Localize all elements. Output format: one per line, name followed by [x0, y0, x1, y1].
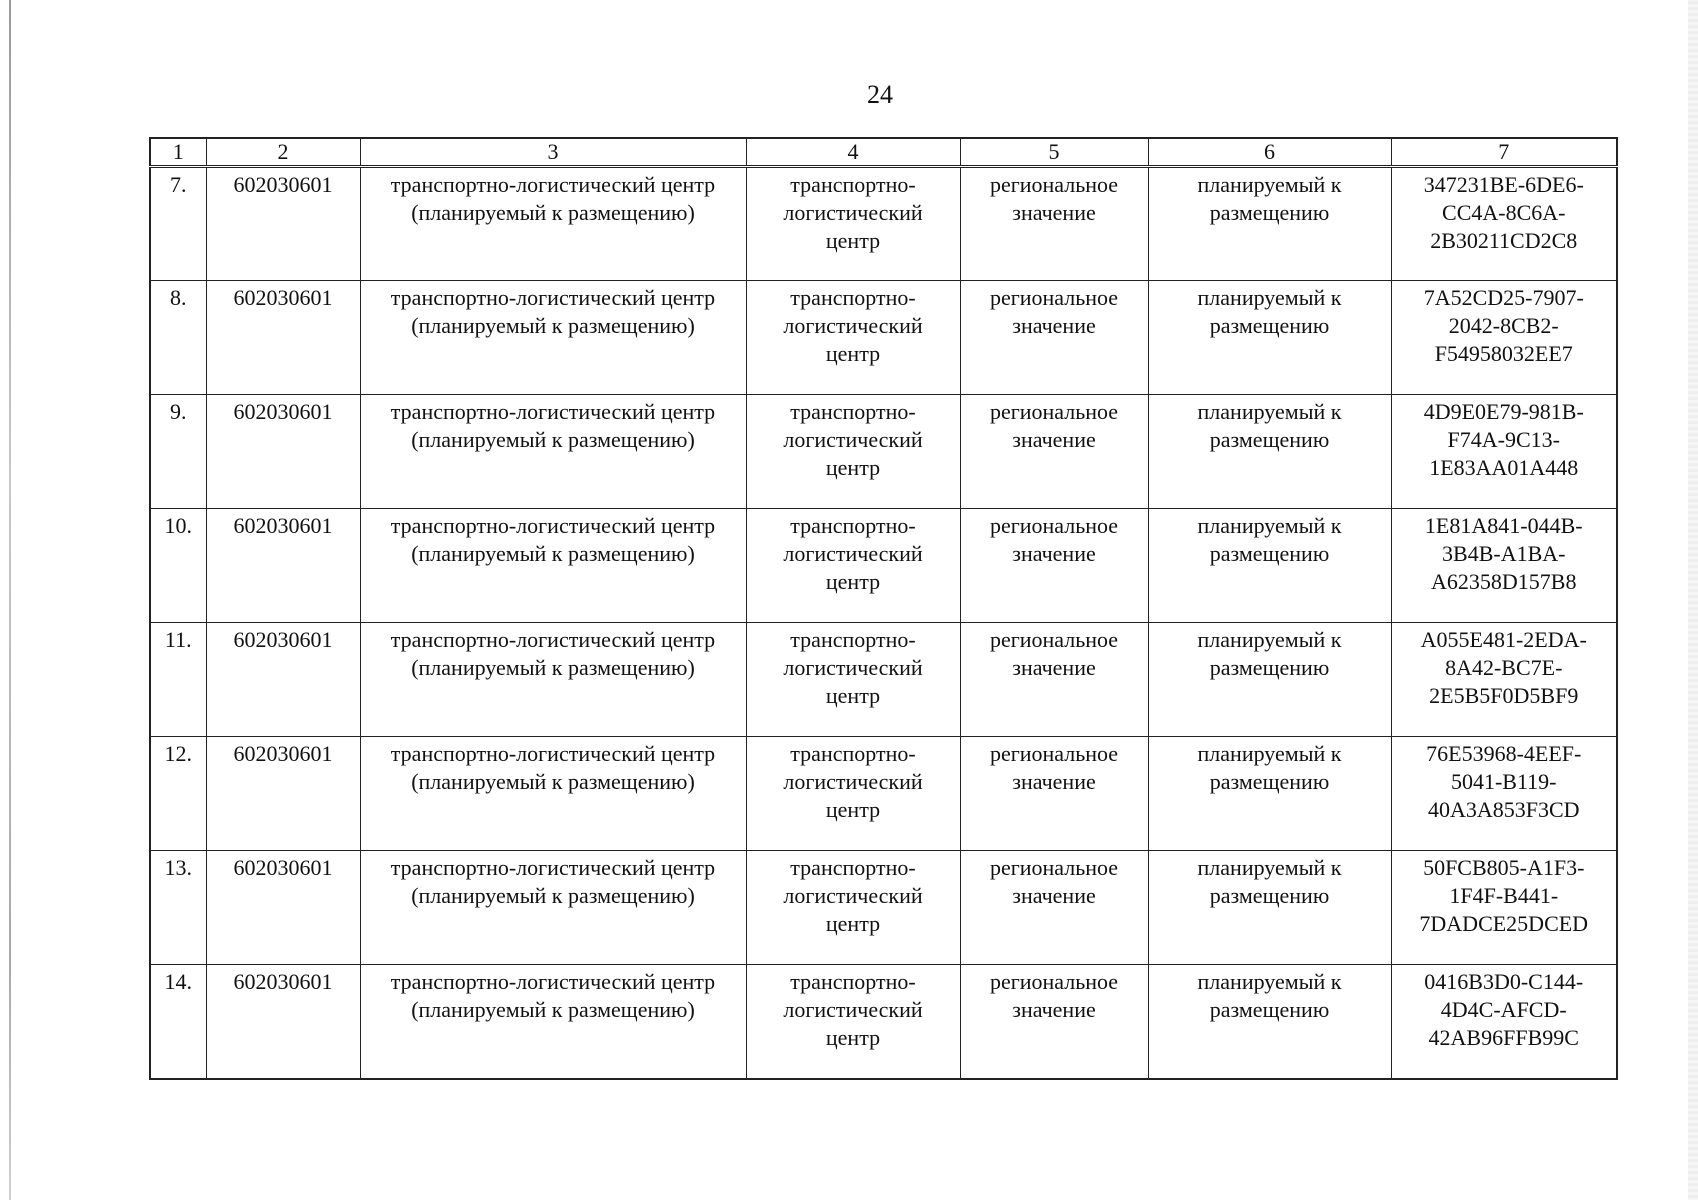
object-id-line: 8A42-BC7E-: [1445, 655, 1563, 680]
table-row: [150, 281, 1617, 395]
object-id-line: 7DADCE25DCED: [1419, 911, 1589, 936]
object-id-line: 40A3A853F3CD: [1427, 797, 1580, 822]
table-row: [150, 395, 1617, 509]
object-significance-cell: [960, 851, 1148, 965]
object-status-line: размещению: [1209, 883, 1330, 908]
object-name-line: транспортно-логистический центр: [390, 855, 716, 880]
column-header: 2: [206, 138, 360, 167]
object-type-cell: [746, 167, 960, 281]
object-type-line: транспортно-: [790, 855, 916, 880]
object-name-line: (планируемый к размещению): [411, 541, 695, 566]
object-status-line: размещению: [1209, 313, 1330, 338]
object-code-cell: 602030601: [206, 965, 360, 1079]
object-name-cell: [360, 965, 746, 1079]
object-type-cell: [746, 395, 960, 509]
object-name-cell: [360, 395, 746, 509]
column-header: 5: [960, 138, 1148, 167]
object-name-line: транспортно-логистический центр: [390, 399, 716, 424]
object-type-line: логистический: [783, 427, 923, 452]
object-type-line: центр: [825, 228, 881, 253]
scan-right-edge: [1688, 0, 1698, 1200]
object-status-line: планируемый к: [1197, 855, 1342, 880]
object-type-cell: [746, 623, 960, 737]
object-significance-line: значение: [1012, 769, 1096, 794]
object-significance-line: региональное: [989, 513, 1119, 538]
object-name-cell: [360, 737, 746, 851]
object-type-line: логистический: [783, 883, 923, 908]
object-type-line: логистический: [783, 655, 923, 680]
object-status-line: размещению: [1209, 200, 1330, 225]
object-code-cell: 602030601: [206, 623, 360, 737]
object-code-cell: 602030601: [206, 509, 360, 623]
page-number: 24: [867, 80, 893, 109]
scan-left-edge: [9, 0, 11, 1200]
object-significance-cell: [960, 623, 1148, 737]
object-code-cell: 602030601: [206, 281, 360, 395]
object-significance-cell: [960, 509, 1148, 623]
object-id-cell: [1391, 851, 1617, 965]
object-significance-line: значение: [1012, 200, 1096, 225]
object-name-line: транспортно-логистический центр: [390, 172, 716, 197]
row-number-cell: 14.: [150, 965, 206, 1079]
row-number-cell: 11.: [150, 623, 206, 737]
object-type-line: центр: [825, 797, 881, 822]
column-header: 7: [1391, 138, 1617, 167]
object-status-line: размещению: [1209, 769, 1330, 794]
object-status-cell: [1148, 167, 1391, 281]
object-type-cell: [746, 737, 960, 851]
object-status-line: размещению: [1209, 655, 1330, 680]
object-name-cell: [360, 281, 746, 395]
row-number-cell: 7.: [150, 167, 206, 281]
object-type-line: транспортно-: [790, 969, 916, 994]
object-status-line: размещению: [1209, 427, 1330, 452]
object-name-line: (планируемый к размещению): [411, 427, 695, 452]
object-type-line: центр: [825, 1025, 881, 1050]
row-number-cell: 9.: [150, 395, 206, 509]
column-header: 1: [150, 138, 206, 167]
object-id-line: 5041-B119-: [1450, 769, 1557, 794]
object-name-cell: [360, 851, 746, 965]
objects-table: [149, 137, 1618, 1080]
object-id-line: 4D4C-AFCD-: [1440, 997, 1567, 1022]
object-type-line: центр: [825, 683, 881, 708]
object-type-line: транспортно-: [790, 399, 916, 424]
object-id-cell: [1391, 623, 1617, 737]
object-type-line: центр: [825, 341, 881, 366]
object-status-cell: [1148, 395, 1391, 509]
object-name-cell: [360, 167, 746, 281]
object-id-line: CC4A-8C6A-: [1442, 200, 1566, 225]
object-name-line: (планируемый к размещению): [411, 313, 695, 338]
object-type-line: транспортно-: [790, 513, 916, 538]
object-type-line: транспортно-: [790, 627, 916, 652]
object-id-line: F74A-9C13-: [1447, 427, 1560, 452]
object-id-line: 347231BE-6DE6-: [1423, 172, 1584, 197]
object-name-cell: [360, 509, 746, 623]
table-row: [150, 851, 1617, 965]
object-status-line: планируемый к: [1197, 285, 1342, 310]
object-type-line: логистический: [783, 313, 923, 338]
object-significance-line: региональное: [989, 969, 1119, 994]
object-status-cell: [1148, 509, 1391, 623]
row-number-cell: 8.: [150, 281, 206, 395]
object-significance-line: значение: [1012, 883, 1096, 908]
object-name-line: транспортно-логистический центр: [390, 285, 716, 310]
object-significance-cell: [960, 965, 1148, 1079]
table-row: [150, 167, 1617, 281]
object-name-line: (планируемый к размещению): [411, 883, 695, 908]
column-number-row: [150, 138, 1617, 167]
object-id-line: 0416B3D0-C144-: [1424, 969, 1584, 994]
object-name-line: транспортно-логистический центр: [390, 969, 716, 994]
object-id-line: 4D9E0E79-981B-: [1423, 399, 1584, 424]
row-number-cell: 12.: [150, 737, 206, 851]
object-significance-line: региональное: [989, 172, 1119, 197]
object-id-line: 2042-8CB2-: [1448, 313, 1559, 338]
object-type-cell: [746, 509, 960, 623]
object-id-line: F54958032EE7: [1434, 341, 1573, 366]
row-number-cell: 13.: [150, 851, 206, 965]
object-id-line: A62358D157B8: [1431, 569, 1577, 594]
object-id-line: 42AB96FFB99C: [1428, 1025, 1579, 1050]
object-status-cell: [1148, 281, 1391, 395]
object-type-line: транспортно-: [790, 285, 916, 310]
row-number-cell: 10.: [150, 509, 206, 623]
object-id-line: 3B4B-A1BA-: [1442, 541, 1566, 566]
column-header: 3: [360, 138, 746, 167]
object-significance-line: значение: [1012, 655, 1096, 680]
object-id-cell: [1391, 167, 1617, 281]
object-type-cell: [746, 965, 960, 1079]
object-significance-line: значение: [1012, 313, 1096, 338]
object-status-cell: [1148, 965, 1391, 1079]
object-status-line: размещению: [1209, 997, 1330, 1022]
object-id-line: 76E53968-4EEF-: [1426, 741, 1582, 766]
column-header: 6: [1148, 138, 1391, 167]
object-type-line: логистический: [783, 541, 923, 566]
object-id-cell: [1391, 509, 1617, 623]
object-significance-line: региональное: [989, 855, 1119, 880]
object-status-cell: [1148, 737, 1391, 851]
object-name-line: транспортно-логистический центр: [390, 741, 716, 766]
object-type-line: логистический: [783, 769, 923, 794]
object-type-cell: [746, 851, 960, 965]
object-status-cell: [1148, 623, 1391, 737]
object-type-line: центр: [825, 911, 881, 936]
object-code-cell: 602030601: [206, 851, 360, 965]
table-body: [150, 167, 1617, 1079]
object-name-line: (планируемый к размещению): [411, 769, 695, 794]
object-significance-line: региональное: [989, 285, 1119, 310]
object-significance-line: региональное: [989, 627, 1119, 652]
object-code-cell: 602030601: [206, 167, 360, 281]
object-id-line: 1E83AA01A448: [1429, 455, 1579, 480]
object-status-line: размещению: [1209, 541, 1330, 566]
object-type-line: центр: [825, 455, 881, 480]
object-id-line: 1E81A841-044B-: [1424, 513, 1583, 538]
object-name-line: (планируемый к размещению): [411, 997, 695, 1022]
object-id-cell: [1391, 395, 1617, 509]
object-id-line: 2B30211CD2C8: [1430, 228, 1578, 253]
object-status-line: планируемый к: [1197, 513, 1342, 538]
object-status-line: планируемый к: [1197, 969, 1342, 994]
object-status-line: планируемый к: [1197, 741, 1342, 766]
object-type-line: транспортно-: [790, 741, 916, 766]
object-status-line: планируемый к: [1197, 172, 1342, 197]
object-significance-cell: [960, 737, 1148, 851]
object-significance-line: значение: [1012, 541, 1096, 566]
object-name-line: (планируемый к размещению): [411, 200, 695, 225]
object-id-line: 2E5B5F0D5BF9: [1429, 683, 1579, 708]
object-name-cell: [360, 623, 746, 737]
object-id-cell: [1391, 737, 1617, 851]
object-type-cell: [746, 281, 960, 395]
object-significance-line: значение: [1012, 427, 1096, 452]
object-significance-cell: [960, 395, 1148, 509]
object-id-line: 50FCB805-A1F3-: [1423, 855, 1585, 880]
object-type-line: логистический: [783, 997, 923, 1022]
object-id-line: 1F4F-B441-: [1449, 883, 1559, 908]
object-type-line: центр: [825, 569, 881, 594]
object-status-line: планируемый к: [1197, 399, 1342, 424]
object-name-line: транспортно-логистический центр: [390, 627, 716, 652]
object-name-line: (планируемый к размещению): [411, 655, 695, 680]
object-type-line: транспортно-: [790, 172, 916, 197]
object-id-line: A055E481-2EDA-: [1420, 627, 1587, 652]
object-id-cell: [1391, 281, 1617, 395]
object-type-line: логистический: [783, 200, 923, 225]
object-status-line: планируемый к: [1197, 627, 1342, 652]
object-significance-line: значение: [1012, 997, 1096, 1022]
object-code-cell: 602030601: [206, 737, 360, 851]
object-code-cell: 602030601: [206, 395, 360, 509]
table-row: [150, 509, 1617, 623]
object-significance-cell: [960, 167, 1148, 281]
object-status-cell: [1148, 851, 1391, 965]
object-significance-line: региональное: [989, 399, 1119, 424]
column-header: 4: [746, 138, 960, 167]
object-id-cell: [1391, 965, 1617, 1079]
object-id-line: 7A52CD25-7907-: [1423, 285, 1584, 310]
table-row: [150, 623, 1617, 737]
table-row: [150, 737, 1617, 851]
object-significance-cell: [960, 281, 1148, 395]
object-name-line: транспортно-логистический центр: [390, 513, 716, 538]
object-significance-line: региональное: [989, 741, 1119, 766]
table-row: [150, 965, 1617, 1079]
